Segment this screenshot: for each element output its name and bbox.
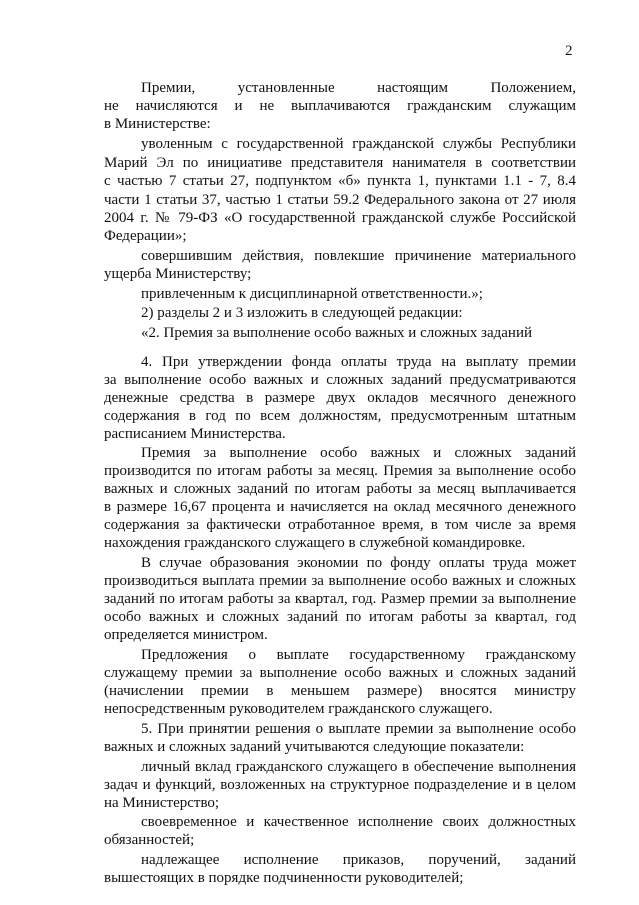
text-line: совершившим действия, повлекшие причинение материального (141, 248, 576, 264)
text-line: в размере 16,67 процента и начисляется на оклад месячного денежного (104, 499, 576, 515)
text-line: Марий Эл по инициативе представителя нанимателя в соответствии (104, 155, 576, 171)
text-line: Премии, установленные настоящим Положением, (141, 80, 576, 96)
text-line: важных и сложных заданий по итогам работы за месяц выплачивается (104, 481, 576, 497)
text-line: содержания в год по всем должностям, предусмотренным штатным (104, 408, 576, 424)
text-line: на Министерство; (104, 795, 220, 811)
text-line: служащему премии за выполнение особо важных и сложных заданий (104, 665, 576, 681)
text-line: 5. При принятии решения о выплате премии за выполнение особо (141, 721, 576, 737)
text-line: производиться выплата премии за выполнение особо важных и сложных (104, 573, 576, 589)
text-line: вышестоящих в порядке подчиненности руководителей; (104, 870, 464, 886)
text-line: производится по итогам работы за месяц. Премия за выполнение особо (104, 463, 576, 479)
text-line: Предложения о выплате государственному гражданскому (141, 647, 576, 663)
text-line: Федерации»; (104, 228, 187, 244)
text-line: заданий по итогам работы за квартал, год. Размер премии за выполнение (104, 591, 576, 607)
text-line: надлежащее исполнение приказов, поручений, заданий (141, 852, 576, 868)
text-line: обязанностей; (104, 832, 195, 848)
page-number: 2 (565, 43, 573, 59)
text-line: задач и функций, возложенных на структурное подразделение и в целом (104, 777, 576, 793)
text-line: В случае образования экономии по фонду оплаты труда может (141, 555, 576, 571)
text-line: содержания за фактически отработанное время, в том числе за время (104, 517, 576, 533)
text-line: 2) разделы 2 и 3 изложить в следующей редакции: (141, 305, 463, 321)
text-line: своевременное и качественное исполнение своих должностных (141, 814, 576, 830)
text-line: важных и сложных заданий учитываются следующие показатели: (104, 739, 525, 755)
text-line: не начисляются и не выплачиваются гражданским служащим (104, 98, 576, 114)
text-line: 4. При утверждении фонда оплаты труда на выплату премии (141, 354, 576, 370)
text-line: за выполнение особо важных и сложных заданий предусматриваются (104, 372, 576, 388)
text-line: 2004 г. № 79-ФЗ «О государственной гражданской службе Российской (104, 210, 576, 226)
text-line: определяется министром. (104, 627, 268, 643)
text-line: денежные средства в размере двух окладов месячного денежного (104, 390, 576, 406)
text-line: привлеченным к дисциплинарной ответственности.»; (141, 286, 483, 302)
text-line: личный вклад гражданского служащего в обеспечение выполнения (141, 759, 576, 775)
text-line: в Министерстве: (104, 116, 211, 132)
text-line: части 1 статьи 37, частью 1 статьи 59.2 Федерального закона от 27 июля (104, 192, 576, 208)
text-line: непосредственным руководителем гражданского служащего. (104, 701, 493, 717)
text-line: уволенным с государственной гражданской службы Республики (141, 136, 576, 152)
text-line: особо важных и сложных заданий по итогам работы за квартал, год (104, 609, 576, 625)
text-line: с частью 7 статьи 27, подпунктом «б» пункта 1, пунктами 1.1 - 7, 8.4 (104, 173, 576, 189)
text-line: Премия за выполнение особо важных и сложных заданий (141, 445, 576, 461)
text-line: расписанием Министерства. (104, 426, 286, 442)
text-line: (начислении премии в меньшем размере) вносятся министру (104, 683, 576, 699)
text-line: ущерба Министерству; (104, 266, 252, 282)
text-line: нахождения гражданского служащего в служебной командировке. (104, 535, 526, 551)
text-line: «2. Премия за выполнение особо важных и сложных заданий (141, 325, 533, 341)
